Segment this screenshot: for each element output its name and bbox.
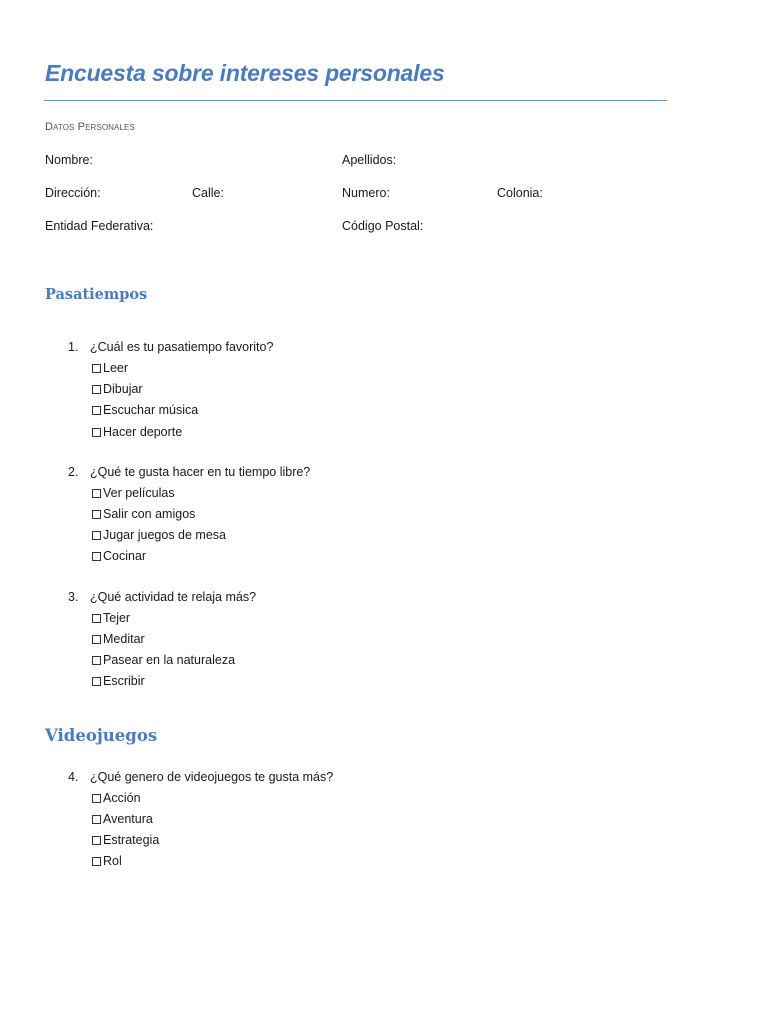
question-3 [68,590,256,604]
field-nombre: Nombre: [45,153,93,167]
question-number: 1. [68,340,79,354]
question-1 [68,340,273,354]
option-hacer-deporte[interactable] [92,425,182,439]
question-number: 2. [68,465,79,479]
checkbox-icon[interactable] [92,614,101,623]
option-label: Leer [103,361,129,375]
option-label: Jugar juegos de mesa [103,528,226,542]
question-text: ¿Cuál es tu pasatiempo favorito? [90,340,274,354]
title-underline [44,100,667,101]
checkbox-icon[interactable] [92,794,101,803]
option-estrategia[interactable] [92,833,159,847]
option-label: Ver películas [103,486,175,500]
option-label: Aventura [103,812,153,826]
checkbox-icon[interactable] [92,510,101,519]
checkbox-icon[interactable] [92,385,101,394]
checkbox-icon[interactable] [92,857,101,866]
option-cocinar[interactable] [92,549,146,563]
option-tejer[interactable] [92,611,130,625]
option-escuchar-musica[interactable] [92,403,198,417]
option-label: Hacer deporte [103,425,183,439]
question-2 [68,465,310,479]
question-text: ¿Qué genero de videojuegos te gusta más? [90,770,334,784]
option-jugar-juegos-de-mesa[interactable] [92,528,226,542]
personal-data-heading: Datos Personales [45,121,135,133]
option-escribir[interactable] [92,674,145,688]
field-entidad-federativa: Entidad Federativa: [45,219,154,233]
question-4 [68,770,333,784]
option-label: Escribir [103,674,145,688]
option-label: Meditar [103,632,145,646]
checkbox-icon[interactable] [92,531,101,540]
option-label: Cocinar [103,549,147,563]
option-dibujar[interactable] [92,382,143,396]
checkbox-icon[interactable] [92,815,101,824]
option-rol[interactable] [92,854,122,868]
checkbox-icon[interactable] [92,656,101,665]
option-label: Pasear en la naturaleza [103,653,236,667]
checkbox-icon[interactable] [92,677,101,686]
checkbox-icon[interactable] [92,406,101,415]
field-codigo-postal: Código Postal: [342,219,424,233]
field-numero: Numero: [342,186,390,200]
checkbox-icon[interactable] [92,428,101,437]
checkbox-icon[interactable] [92,635,101,644]
option-leer[interactable] [92,361,128,375]
checkbox-icon[interactable] [92,489,101,498]
option-accion[interactable] [92,791,141,805]
question-number: 3. [68,590,79,604]
option-salir-con-amigos[interactable] [92,507,195,521]
document-title: Encuesta sobre intereses personales [45,60,445,86]
section-heading-pasatiempos: Pasatiempos [45,286,148,303]
checkbox-icon[interactable] [92,836,101,845]
option-label: Rol [103,854,122,868]
question-number: 4. [68,770,79,784]
option-pasear-en-la-naturaleza[interactable] [92,653,235,667]
section-heading-videojuegos: Videojuegos [45,726,158,745]
field-colonia: Colonia: [497,186,543,200]
option-ver-peliculas[interactable] [92,486,175,500]
option-label: Escuchar música [103,403,199,417]
field-direccion: Dirección: [45,186,101,200]
option-aventura[interactable] [92,812,153,826]
field-calle: Calle: [192,186,224,200]
checkbox-icon[interactable] [92,552,101,561]
question-text: ¿Qué actividad te relaja más? [90,590,257,604]
option-label: Tejer [103,611,131,625]
option-meditar[interactable] [92,632,145,646]
checkbox-icon[interactable] [92,364,101,373]
option-label: Acción [103,791,141,805]
option-label: Dibujar [103,382,143,396]
field-apellidos: Apellidos: [342,153,397,167]
option-label: Salir con amigos [103,507,196,521]
option-label: Estrategia [103,833,160,847]
question-text: ¿Qué te gusta hacer en tu tiempo libre? [90,465,311,479]
